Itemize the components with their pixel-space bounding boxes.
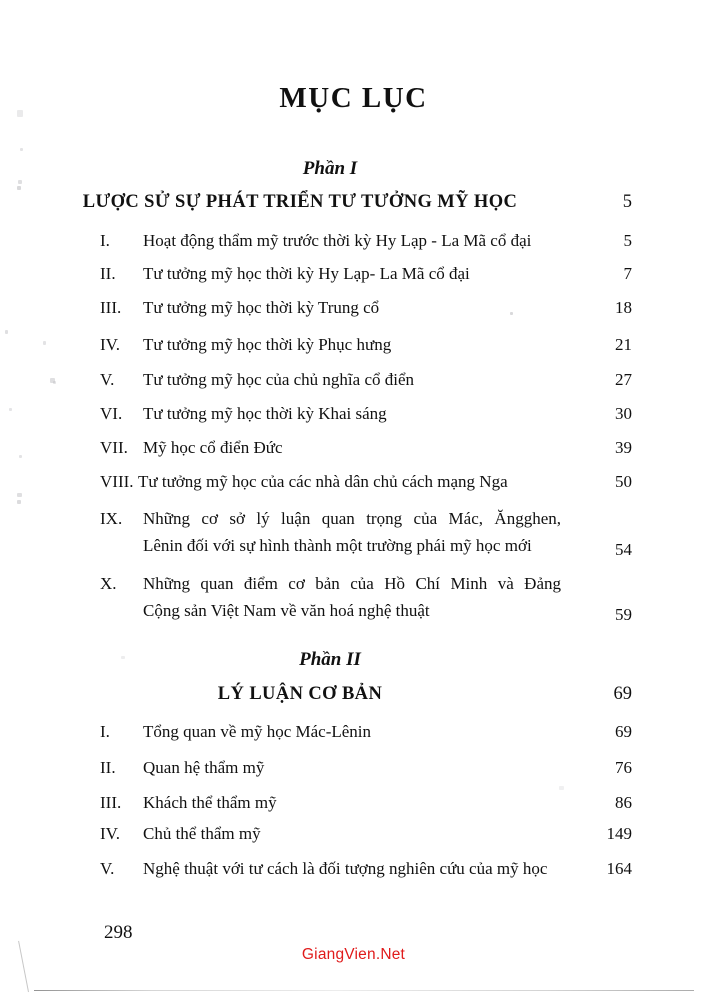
scan-speck <box>17 186 21 190</box>
scan-speck <box>5 330 8 334</box>
toc-entry-number: I. <box>100 722 110 741</box>
part-label-2: Phần II <box>299 649 361 670</box>
toc-entry-title: Tư tưởng mỹ học thời kỳ Phục hưng <box>143 335 392 354</box>
page-folio-number: 298 <box>104 922 133 943</box>
toc-entry-page: 69 <box>615 722 632 741</box>
toc-entry-number: V. <box>100 370 115 389</box>
part-heading-1-page: 5 <box>622 192 632 212</box>
toc-entry-title: Quan hệ thẩm mỹ <box>143 758 265 777</box>
toc-entry-number: VII. <box>100 438 128 457</box>
toc-entry-page: 76 <box>615 758 632 777</box>
toc-entry-page: 18 <box>615 298 632 317</box>
toc-entry-page: 21 <box>615 335 632 354</box>
toc-entry-number: X. <box>100 574 117 593</box>
toc-entry-page: 149 <box>606 824 632 843</box>
toc-entry-page: 86 <box>615 793 632 812</box>
page-title: MỤC LỤC <box>279 82 428 114</box>
toc-entry-number: I. <box>100 231 110 250</box>
toc-entry-title: Khách thể thẩm mỹ <box>143 793 277 812</box>
toc-entry-number: II. <box>100 264 116 283</box>
scan-speck <box>9 408 12 411</box>
toc-entry-number: III. <box>100 793 122 812</box>
toc-entry-title: Mỹ học cổ điển Đức <box>143 438 283 457</box>
toc-entry-number: IV. <box>100 335 120 354</box>
scan-speck <box>17 500 21 504</box>
toc-entry-number: V. <box>100 859 115 878</box>
toc-entry-page: 7 <box>623 264 632 283</box>
part-heading-1-text: LƯỢC SỬ SỰ PHÁT TRIỂN TƯ TƯỞNG MỸ HỌC <box>82 192 518 212</box>
scan-speck <box>53 381 56 384</box>
toc-entry-title: Những cơ sở lý luận quan trọng của Mác, Ăngghen, Lênin đối với sự hình thành một trường phái mỹ học mới <box>143 509 561 555</box>
scan-speck <box>43 341 46 345</box>
part-heading-2-text: LÝ LUẬN CƠ BẢN <box>217 684 383 704</box>
toc-entry-title: Tư tưởng mỹ học thời kỳ Khai sáng <box>143 404 387 423</box>
toc-entry-title: Tư tưởng mỹ học thời kỳ Hy Lạp- La Mã cổ đại <box>143 264 470 283</box>
toc-entry-page: 50 <box>615 472 632 491</box>
scan-speck <box>17 493 22 497</box>
toc-entry-title: Tư tưởng mỹ học của các nhà dân chủ cách mạng Nga <box>138 472 508 491</box>
toc-entry-page: 27 <box>615 370 632 389</box>
site-watermark: GiangVien.Net <box>301 946 406 963</box>
toc-entry-page: 39 <box>615 438 632 457</box>
toc-entry-number: VI. <box>100 404 123 423</box>
toc-entry-page: 164 <box>606 859 632 878</box>
scan-speck <box>18 180 22 184</box>
scan-speck <box>19 455 22 458</box>
scan-speck <box>20 148 23 151</box>
toc-entry-number: III. <box>100 298 122 317</box>
scan-edge-bottom <box>34 990 694 991</box>
toc-entry-number: VIII. <box>100 472 134 491</box>
toc-entry-title: Chủ thể thẩm mỹ <box>143 824 261 843</box>
toc-entry-title: Hoạt động thẩm mỹ trước thời kỳ Hy Lạp - La Mã cổ đại <box>143 231 532 250</box>
toc-entry-title: Nghệ thuật với tư cách là đối tượng nghiên cứu của mỹ học <box>143 859 548 878</box>
toc-entry-number: II. <box>100 758 116 777</box>
part-label-1: Phần I <box>302 158 358 179</box>
part-heading-2-page: 69 <box>613 684 632 704</box>
toc-entry-title: Tư tưởng mỹ học thời kỳ Trung cổ <box>143 298 380 317</box>
scan-speck <box>559 786 564 790</box>
toc-entry-page: 54 <box>615 540 632 559</box>
toc-entry-page: 5 <box>623 231 632 250</box>
toc-entry-page: 30 <box>615 404 632 423</box>
toc-entry-title: Tư tưởng mỹ học của chủ nghĩa cổ điển <box>143 370 415 389</box>
toc-entry-title: Những quan điểm cơ bản của Hồ Chí Minh và Đảng Cộng sản Việt Nam về văn hoá nghệ thuật <box>143 574 561 620</box>
toc-entry-number: IV. <box>100 824 120 843</box>
toc-entry-title: Tổng quan về mỹ học Mác-Lênin <box>143 722 372 741</box>
toc-entry-page: 59 <box>615 605 632 624</box>
toc-entry-number: IX. <box>100 509 123 528</box>
